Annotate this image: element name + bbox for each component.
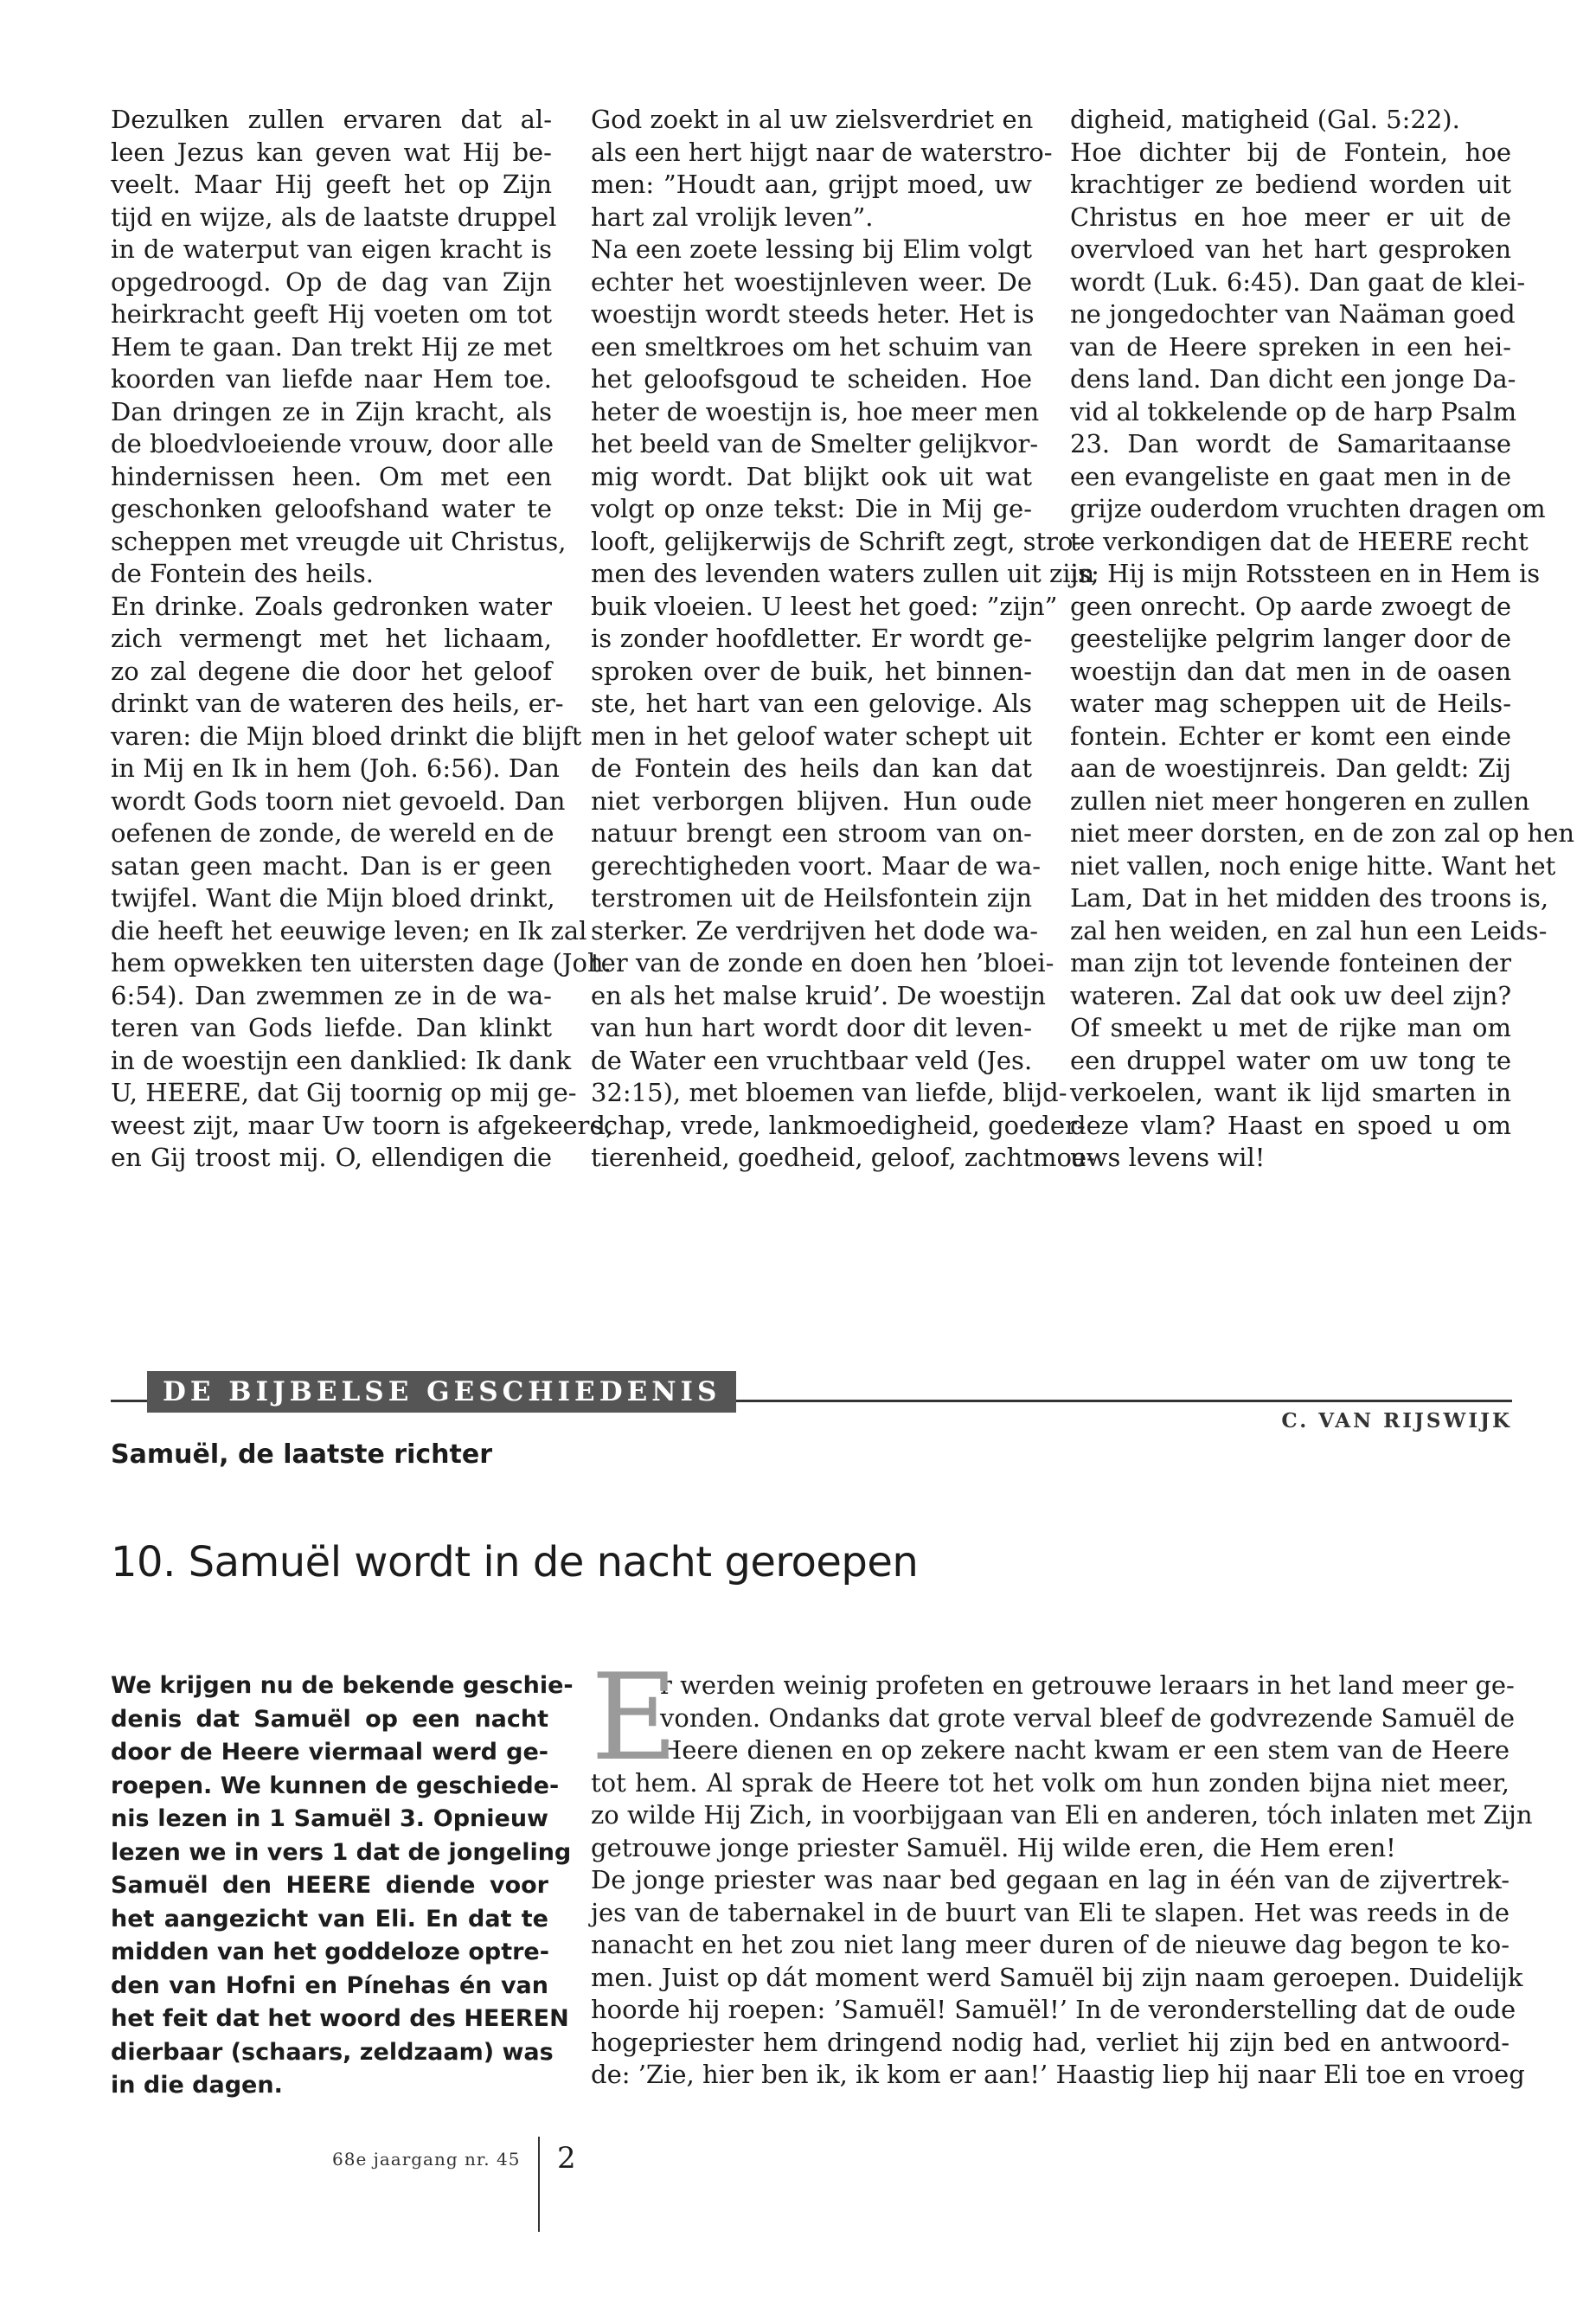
text-line: en Gij troost mij. O, ellendigen die [111, 1143, 552, 1172]
text-line: fontein. Echter er komt een einde [1070, 721, 1511, 751]
text-line: Hoe dichter bij de Fontein, hoe [1070, 137, 1511, 167]
text-line: dens land. Dan dicht een jonge Da- [1070, 364, 1516, 394]
text-line: Dan dringen ze in Zijn kracht, als [111, 396, 552, 426]
article-column-1 [111, 104, 614, 1175]
text-line: uws levens wil! [1070, 1143, 1266, 1172]
intro-line: roepen. We kunnen de geschiede- [111, 1772, 560, 1799]
text-line: de Fontein des heils dan kan dat [591, 753, 1032, 783]
article-column-3 [1070, 104, 1575, 1175]
text-line: het beeld van de Smelter gelijkvor- [591, 429, 1039, 458]
body-line: De jonge priester was naar bed gegaan en lag in één van de zijvertrek- [591, 1865, 1509, 1894]
text-line: vid al tokkelende op de harp Psalm [1070, 396, 1517, 426]
text-line: heter de woestijn is, hoe meer men [591, 396, 1040, 426]
text-line: geen onrecht. Op aarde zwoegt de [1070, 591, 1511, 621]
article-headline: 10. Samuël wordt in de nacht geroepen [111, 1538, 919, 1586]
footer-divider [538, 2137, 540, 2232]
text-line: varen: die Mijn bloed drinkt die blijft [111, 721, 582, 751]
body-line: nanacht en het zou niet lang meer duren of de nieuwe dag begon te ko- [591, 1930, 1509, 1959]
text-line: Dezulken zullen ervaren dat al- [111, 105, 552, 134]
intro-line: nis lezen in 1 Samuël 3. Opnieuw [111, 1805, 548, 1832]
body-line: vonden. Ondanks dat grote verval bleef de godvrezende Samuël de [660, 1702, 1516, 1733]
intro-line: Samuël den HEERE diende voor [111, 1872, 548, 1899]
text-line: heirkracht geeft Hij voeten om tot [111, 299, 552, 329]
text-line: woestijn dan dat men in de oasen [1070, 656, 1511, 686]
intro-line: door de Heere viermaal werd ge- [111, 1739, 548, 1766]
text-line: wateren. Zal dat ook uw deel zijn? [1070, 980, 1511, 1010]
text-line: is zonder hoofdletter. Er wordt ge- [591, 624, 1032, 653]
body-line: getrouwe jonge priester Samuël. Hij wilde eren, die Hem eren! [591, 1832, 1396, 1862]
text-line: aan de woestijnreis. Dan geldt: Zij [1070, 753, 1511, 783]
text-line: twijfel. Want die Mijn bloed drinkt, [111, 883, 555, 913]
body-line: Heere dienen en op zekere nacht kwam er een stem van de Heere [660, 1735, 1509, 1765]
text-line: buik vloeien. U leest het goed: ”zijn” [591, 591, 1058, 621]
text-line: geestelijke pelgrim langer door de [1070, 624, 1511, 653]
issue-info: 68e jaargang nr. 45 [332, 2149, 521, 2170]
text-line: men des levenden waters zullen uit zijn [591, 559, 1095, 588]
text-line: in de waterput van eigen kracht is [111, 234, 552, 264]
text-line: als een hert hijgt naar de waterstro- [591, 137, 1053, 167]
text-line: in Mij en Ik in hem (Joh. 6:56). Dan [111, 753, 560, 783]
intro-line: lezen we in vers 1 dat de jongeling [111, 1838, 572, 1866]
text-line: Hem te gaan. Dan trekt Hij ze met [111, 331, 552, 362]
text-line: digheid, matigheid (Gal. 5:22). [1070, 105, 1460, 134]
body-line: hogepriester hem dringend nodig had, verliet hij zijn bed en antwoord- [591, 2027, 1509, 2057]
text-line: sterker. Ze verdrijven het dode wa- [591, 915, 1039, 945]
text-line: tierenheid, goedheid, geloof, zachtmoe- [591, 1143, 1095, 1172]
text-line: niet vallen, noch enige hitte. Want het [1070, 850, 1556, 881]
intro-line: het aangezicht van Eli. En dat te [111, 1905, 548, 1932]
text-line: man zijn tot levende fonteinen der [1070, 948, 1511, 977]
intro-line: We krijgen nu de bekende geschie- [111, 1672, 574, 1699]
text-line: krachtiger ze bediend worden uit [1070, 170, 1511, 199]
text-line: drinkt van de wateren des heils, er- [111, 689, 564, 718]
text-line: zal hen weiden, en zal hun een Leids- [1070, 915, 1548, 945]
intro-line: den van Hofni en Pínehas én van [111, 1971, 548, 1999]
text-line: 32:15), met bloemen van liefde, blijd- [591, 1078, 1067, 1107]
body-line: r werden weinig profeten en getrouwe leraars in het land meer ge- [660, 1670, 1515, 1700]
drop-cap: E [591, 1648, 678, 1787]
text-line: woestijn wordt steeds heter. Het is [591, 299, 1035, 329]
text-line: scheppen met vreugde uit Christus, [111, 526, 567, 556]
text-line: tijd en wijze, als de laatste druppel [111, 202, 557, 232]
text-line: Na een zoete lessing bij Elim volgt [591, 234, 1032, 264]
text-line: water mag scheppen uit de Heils- [1070, 689, 1511, 718]
text-line: terstromen uit de Heilsfontein zijn [591, 883, 1032, 913]
text-line: de Fontein des heils. [111, 559, 374, 588]
text-line: koorden van liefde naar Hem toe. [111, 364, 552, 394]
intro-line: denis dat Samuël op een nacht [111, 1705, 548, 1733]
text-line: men: ”Houdt aan, grijpt moed, uw [591, 170, 1032, 199]
text-line: ne jongedochter van Naäman goed [1070, 299, 1516, 329]
text-line: een evangeliste en gaat men in de [1070, 461, 1511, 491]
text-line: te verkondigen dat de HEERE recht [1070, 526, 1529, 556]
text-line: die heeft het eeuwige leven; en Ik zal [111, 915, 587, 945]
text-line: schap, vrede, lankmoedigheid, goeder- [591, 1110, 1086, 1140]
text-line: hindernissen heen. Om met een [111, 461, 552, 491]
text-line: zich vermengt met het lichaam, [111, 624, 552, 653]
text-line: En drinke. Zoals gedronken water [111, 591, 552, 621]
text-line: oefenen de zonde, de wereld en de [111, 818, 554, 848]
body-line: men. Juist op dát moment werd Samuël bij zijn naam geroepen. Duidelijk [591, 1962, 1523, 1992]
body-line: tot hem. Al sprak de Heere tot het volk om hun zonden bijna niet meer, [591, 1767, 1509, 1798]
text-line: deze vlam? Haast en spoed u om [1070, 1110, 1511, 1140]
text-line: niet meer dorsten, en de zon zal op hen [1070, 818, 1575, 848]
intro-line: midden van het goddeloze optre- [111, 1939, 549, 1965]
intro-line: in die dagen. [111, 2072, 283, 2099]
article-column-2 [591, 104, 1095, 1175]
text-line: van de Heere spreken in een hei- [1070, 331, 1511, 362]
text-line: leen Jezus kan geven wat Hij be- [111, 137, 552, 167]
body-line: zo wilde Hij Zich, in voorbijgaan van Eli en anderen, tóch inlaten met Zijn [591, 1800, 1533, 1830]
page-number: 2 [557, 2141, 576, 2176]
text-line: Christus en hoe meer er uit de [1070, 202, 1511, 232]
text-line: gerechtigheden voort. Maar de wa- [591, 850, 1042, 881]
text-line: natuur brengt een stroom van on- [591, 818, 1032, 848]
body-line: hoorde hij roepen: ’Samuël! Samuël!’ In de veronderstelling dat de oude [591, 1995, 1516, 2024]
text-line: hem opwekken ten uitersten dage (Joh. [111, 948, 612, 977]
text-line: in de woestijn een danklied: Ik dank [111, 1045, 572, 1075]
article-body [591, 1648, 1533, 2092]
text-line: een druppel water om uw tong te [1070, 1045, 1511, 1075]
text-line: is; Hij is mijn Rotssteen en in Hem is [1070, 559, 1541, 588]
text-line: een smeltkroes om het schuim van [591, 331, 1033, 362]
text-line: 6:54). Dan zwemmen ze in de wa- [111, 980, 552, 1010]
body-line: de: ’Zie, hier ben ik, ik kom er aan!’ Haastig liep hij naar Eli toe en vroeg [591, 2060, 1525, 2089]
text-line: ste, het hart van een gelovige. Als [591, 689, 1032, 718]
text-line: de bloedvloeiende vrouw, door alle [111, 429, 554, 458]
text-line: hart zal vrolijk leven”. [591, 202, 874, 232]
text-line: overvloed van het hart gesproken [1070, 234, 1511, 264]
text-line: zullen niet meer hongeren en zullen [1070, 785, 1530, 816]
text-line: sproken over de buik, het binnen- [591, 656, 1032, 686]
text-line: mig wordt. Dat blijkt ook uit wat [591, 461, 1032, 491]
text-line: zo zal degene die door het geloof [111, 656, 552, 686]
text-line: teren van Gods liefde. Dan klinkt [111, 1013, 552, 1042]
author-name: C. VAN RIJSWIJK [1281, 1409, 1512, 1433]
text-line: niet verborgen blijven. Hun oude [591, 785, 1032, 816]
text-line: men in het geloof water schept uit [591, 721, 1032, 751]
section-label: DE BIJBELSE GESCHIEDENIS [147, 1371, 736, 1413]
text-line: het geloofsgoud te scheiden. Hoe [591, 364, 1032, 394]
intro-line: het feit dat het woord des HEEREN [111, 2005, 569, 2032]
text-line: Of smeekt u met de rijke man om [1070, 1013, 1511, 1042]
text-line: volgt op onze tekst: Die in Mij ge- [591, 494, 1032, 523]
text-line: wordt Gods toorn niet gevoeld. Dan [111, 785, 566, 816]
body-line: jes van de tabernakel in de buurt van Eli te slapen. Het was reeds in de [591, 1897, 1509, 1927]
text-line: en als het malse kruid’. De woestijn [591, 980, 1046, 1010]
text-line: veelt. Maar Hij geeft het op Zijn [111, 170, 552, 199]
text-line: echter het woestijnleven weer. De [591, 266, 1032, 297]
text-line: de Water een vruchtbaar veld (Jes. [591, 1045, 1033, 1075]
intro-line: dierbaar (schaars, zeldzaam) was [111, 2038, 554, 2066]
text-line: looft, gelijkerwijs de Schrift zegt, stro- [591, 526, 1082, 556]
text-line: geschonken geloofshand water te [111, 494, 552, 523]
text-line: Lam, Dat in het midden des troons is, [1070, 883, 1549, 913]
intro-paragraph [111, 1670, 574, 2103]
text-line: verkoelen, want ik lijd smarten in [1070, 1078, 1511, 1107]
series-title: Samuël, de laatste richter [111, 1439, 493, 1470]
text-line: U, HEERE, dat Gij toornig op mij ge- [111, 1078, 577, 1107]
text-line: satan geen macht. Dan is er geen [111, 850, 552, 881]
text-line: weest zijt, maar Uw toorn is afgekeerd, [111, 1110, 614, 1140]
text-line: God zoekt in al uw zielsverdriet en [591, 105, 1034, 134]
text-line: grijze ouderdom vruchten dragen om [1070, 494, 1546, 523]
text-line: wordt (Luk. 6:45). Dan gaat de klei- [1070, 266, 1526, 297]
text-line: ter van de zonde en doen hen ’bloei- [591, 948, 1054, 977]
text-line: opgedroogd. Op de dag van Zijn [111, 266, 552, 297]
text-line: 23. Dan wordt de Samaritaanse [1070, 429, 1511, 458]
text-line: van hun hart wordt door dit leven- [591, 1013, 1032, 1042]
